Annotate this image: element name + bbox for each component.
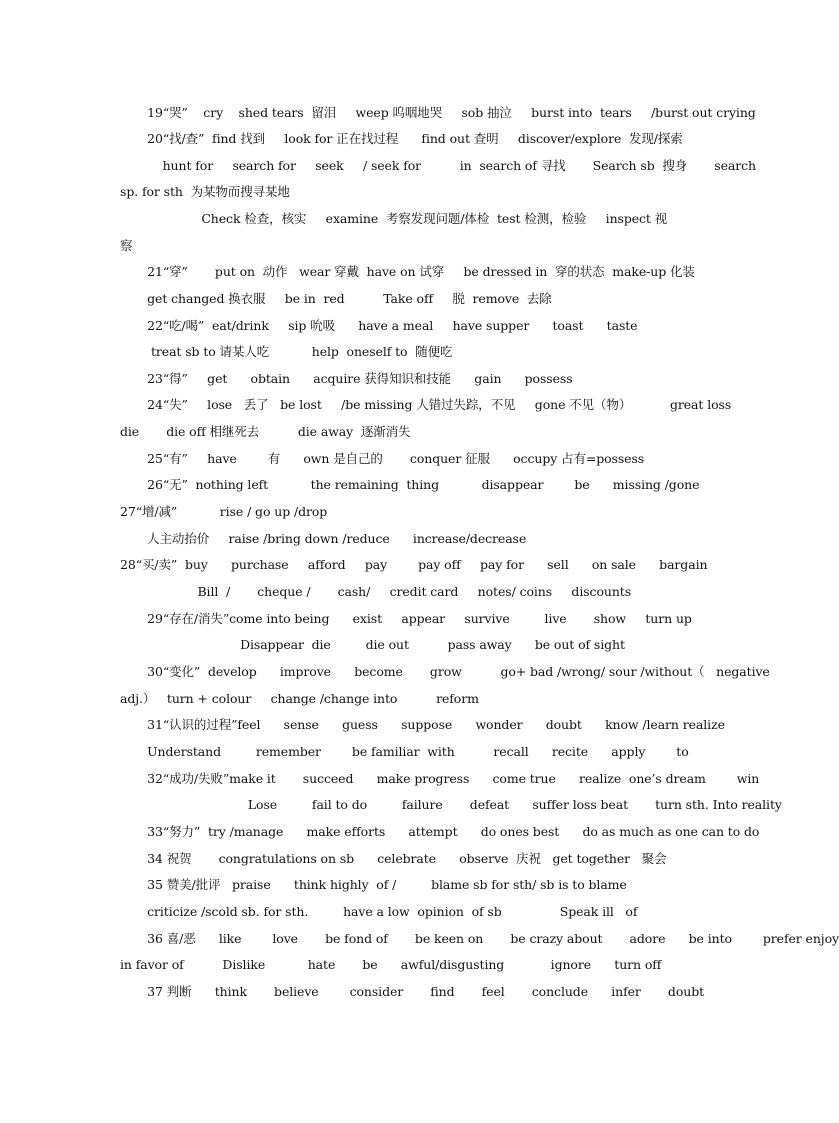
- text-line: 33“努力” try /manage make efforts attempt do ones best do as much as one can to do: [120, 824, 760, 839]
- text-line: get changed 换衣服 be in red Take off 脱 remove 去除: [120, 291, 552, 306]
- text-line: 22“吃/喝” eat/drink sip 吮吸 have a meal have supper toast taste: [120, 318, 638, 333]
- text-line: criticize /scold sb. for sth. have a low opinion of sb Speak ill of: [120, 904, 638, 919]
- text-line: Disappear die die out pass away be out of sight: [120, 637, 625, 652]
- text-line: 34 祝贺 congratulations on sb celebrate observe 庆祝 get together 聚会: [120, 851, 667, 866]
- text-line: 31“认识的过程”feel sense guess suppose wonder doubt know /learn realize: [120, 717, 725, 732]
- text-line: 37 判断 think believe consider find feel conclude infer doubt: [120, 984, 705, 999]
- text-line: 25“有” have 有 own 是自己的 conquer 征服 occupy 占有=possess: [120, 451, 645, 466]
- text-line: 26“无” nothing left the remaining thing disappear be missing /gone: [120, 477, 700, 492]
- text-line: 人主动抬价 raise /bring down /reduce increase/decrease: [120, 531, 527, 546]
- text-line: 察: [120, 238, 133, 253]
- text-line: 27“增/减” rise / go up /drop: [120, 504, 328, 519]
- text-line: 20“找/查” find 找到 look for 正在找过程 find out 查明 discover/explore 发现/探索: [120, 131, 683, 146]
- text-line: treat sb to 请某人吃 help oneself to 随便吃: [120, 344, 453, 359]
- text-line: hunt for search for seek / seek for in search of 寻找 Search sb 搜身 search: [120, 158, 756, 173]
- text-line: adj.） turn + colour change /change into reform: [120, 691, 479, 706]
- text-line: 36 喜/恶 like love be fond of be keen on be crazy about adore be into prefer enjoy: [120, 931, 839, 946]
- text-line: 35 赞美/批评 praise think highly of / blame sb for sth/ sb is to blame: [120, 877, 627, 892]
- text-line: 32“成功/失败”make it succeed make progress come true realize one’s dream win: [120, 771, 760, 786]
- text-line: Understand remember be familiar with recall recite apply to: [120, 744, 689, 759]
- text-line: Lose fail to do failure defeat suffer loss beat turn sth. Into reality: [120, 797, 782, 812]
- text-line: 23“得” get obtain acquire 获得知识和技能 gain possess: [120, 371, 573, 386]
- text-line: 30“变化” develop improve become grow go+ bad /wrong/ sour /without（ negative: [120, 664, 770, 679]
- text-line: 21“穿” put on 动作 wear 穿戴 have on 试穿 be dressed in 穿的状态 make-up 化装: [120, 264, 695, 279]
- text-line: die die off 相继死去 die away 逐渐消失: [120, 424, 411, 439]
- text-line: 24“失” lose 丢了 be lost /be missing 人错过失踪，不见 gone 不见（物） great loss: [120, 397, 732, 412]
- text-line: in favor of Dislike hate be awful/disgusting ignore turn off: [120, 957, 662, 972]
- text-line: Bill / cheque / cash/ credit card notes/ coins discounts: [120, 584, 632, 599]
- text-line: 29“存在/消失”come into being exist appear survive live show turn up: [120, 611, 692, 626]
- text-line: 28“买/卖” buy purchase afford pay pay off pay for sell on sale bargain: [120, 557, 708, 572]
- text-line: 19“哭” cry shed tears 留泪 weep 呜咽地哭 sob 抽泣 burst into tears /burst out crying: [120, 105, 756, 120]
- text-line: Check 检查，核实 examine 考察发现问题/体检 test 检测，检验 inspect 视: [120, 211, 668, 226]
- text-line: sp. for sth 为某物而搜寻某地: [120, 184, 290, 199]
